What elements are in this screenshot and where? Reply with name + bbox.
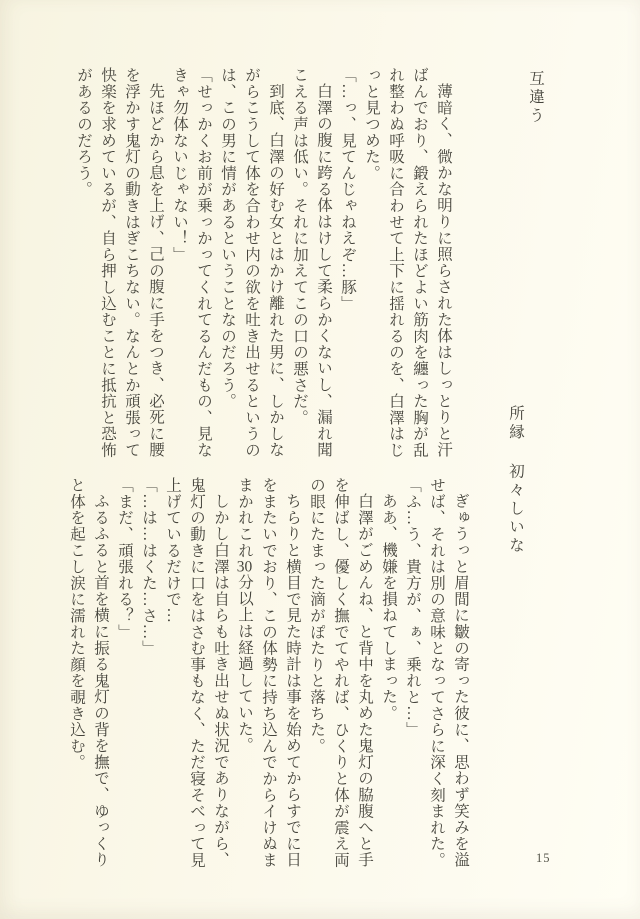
section-two-title: 所縁 bbox=[507, 405, 524, 442]
paragraph: しかし白澤は自らも吐き出せぬ状況でありながら、鬼灯の動きに口をはさむ事もなく、ただ寝そべって見上げているだけで… bbox=[164, 477, 229, 869]
paragraph: 先ほどから息を上げ、己の腹に手をつき、必死に腰を浮かす鬼灯の動きはぎこちない。なんとか頑張って快楽を求めているが、自ら押し込むことに抵抗と恐怖があるのだろう。 bbox=[75, 67, 164, 459]
page-number: 15 bbox=[536, 851, 551, 865]
section-one-title: 互違う bbox=[527, 70, 544, 126]
paragraph-dialogue: 「まだ、頑張れる？」 bbox=[116, 477, 133, 640]
section-two-subtitle: 初々しいな bbox=[507, 463, 524, 556]
paragraph-dialogue: 「ふ…う、貴方が、ぁ、乗れと…」 bbox=[404, 477, 421, 738]
paragraph-dialogue: 「せっかくお前が乗っかってくれてるんだもの、見なきゃ勿体ないじゃない！」 bbox=[171, 67, 212, 459]
section-one-body bbox=[55, 67, 455, 461]
paragraph: ぎゅうっと眉間に皺の寄った彼に、思わず笑みを溢せば、それは別の意味となってさらに深く刻まれた。 bbox=[428, 477, 469, 869]
paragraph: 白澤がごめんね、と背中を丸めた鬼灯の脇腹へと手を伸ばし、優しく撫でてやれば、ひくりと体が震え両の眼にたまった滴がぽたりと落ちた。 bbox=[308, 477, 373, 869]
paragraph: 薄暗く、微かな明りに照らされた体はしっとりと汗ばんでおり、鍛えられたほどよい筋肉を纏った胸が乱れ整わぬ呼吸に合わせて上下に揺れるのを、白澤はじっと見つめた。 bbox=[363, 67, 452, 459]
section-two-body bbox=[56, 477, 472, 871]
paragraph: ああ、機嫌を損ねてしまった。 bbox=[380, 493, 397, 722]
paragraph: 白澤の腹に跨る体はけして柔らかくないし、漏れ聞こえる声は低い。それに加えてこの口の悪さだ。 bbox=[291, 67, 332, 458]
paragraph: 到底、白澤の好む女とはかけ離れた男に、しかしながらこうして体を合わせ内の欲を吐き出せるというのは、この男に情があるということなのだろう。 bbox=[219, 67, 284, 459]
paragraph-dialogue: 「…は…はくた…さ…」 bbox=[140, 477, 157, 657]
paragraph-dialogue: 「…っ、見てんじゃねえぞ…豚」 bbox=[339, 67, 356, 312]
paragraph: ふるふると首を横に振る鬼灯の背を撫で、ゆっくりと体を起こし涙に濡れた顔を覗き込む。 bbox=[68, 477, 109, 868]
paragraph: ちらりと横目で見た時計は事を始めてからすでに日をまたいでおり、この体勢に持ち込んでからイけぬままかれこれ30分以上は経過していた。 bbox=[236, 477, 301, 869]
